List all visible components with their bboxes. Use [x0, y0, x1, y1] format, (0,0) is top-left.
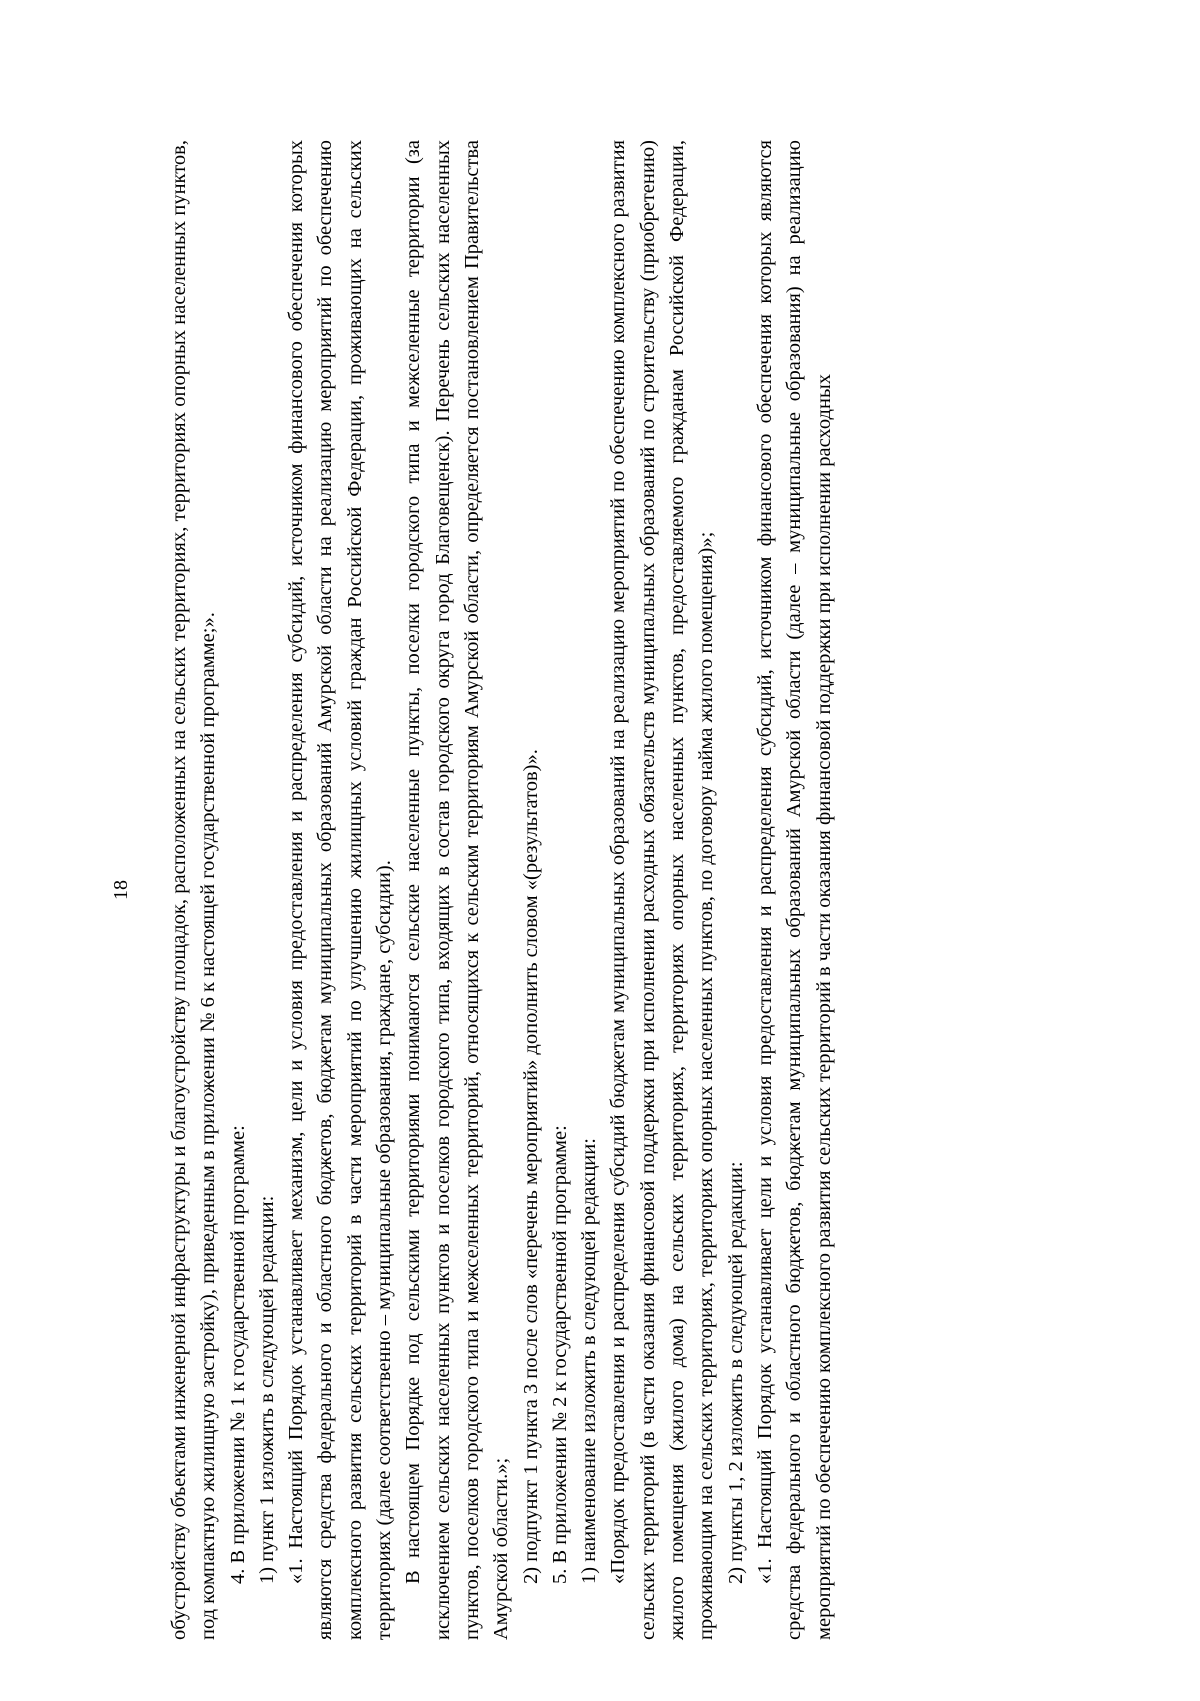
document-body	[110, 140, 1025, 1640]
paragraph-11: «1. Настоящий Порядок устанавливает цели и условия предоставления и распределения субсидий, источником финансового обеспечения которых являются средства федерального и областного бюджетов, бюджетам муниципальных образований Амурской области (далее – муниципальные образования) на реализацию мероприятий по обеспечению комплексного развития сельских территорий в части оказания финансовой поддержки при исполнении расходных	[753, 140, 835, 1640]
paragraph-2: 4. В приложении № 1 к государственной программе:	[226, 1125, 249, 1584]
paragraph-7: 5. В приложении № 2 к государственной программе:	[548, 1125, 571, 1584]
paragraph-5: В настоящем Порядке под сельскими территориями понимаются сельские населенные пункты, поселки городского типа и межселенные территории (за исключением сельских населенных пунктов и поселков городского типа, входящих в состав городского округа город Благовещенск). Перечень сельских населенных пунктов, поселков городского типа и межселенных территорий, относящихся к сельским территориям Амурской области, определяется постановлением Правительства Амурской области.»;	[402, 140, 513, 1640]
paragraph-9: «Порядок предоставления и распределения субсидий бюджетам муниципальных образований на реализацию мероприятий по обеспечению комплексного развития сельских территорий (в части оказания финансовой поддержки при исполнении расходных обязательств муниципальных образований по строительству (приобретению) жилого помещения (жилого дома) на сельских территориях, территориях опорных населенных пунктов, предоставляемого гражданам Российской Федерации, проживающим на сельских территориях, территориях опорных населенных пунктов, по договору найма жилого помещения)»;	[607, 140, 718, 1640]
paragraph-3: 1) пункт 1 изложить в следующей редакции:	[255, 1195, 278, 1584]
paragraph-6: 2) подпункт 1 пункта 3 после слов «перечень мероприятий» дополнить словом «(результатов)».	[519, 749, 542, 1584]
page-number: 18	[110, 880, 132, 900]
paragraph-4: «1. Настоящий Порядок устанавливает механизм, цели и условия предоставления и распределения субсидий, источником финансового обеспечения которых являются средства федерального и областного бюджетов, бюджетам муниципальных образований Амурской области на реализацию мероприятий по обеспечению комплексного развития сельских территорий в части мероприятий по улучшению жилищных условий граждан Российской Федерации, проживающих на сельских территориях (далее соответственно – муниципальные образования, граждане, субсидии).	[285, 140, 396, 1640]
paragraph-8: 1) наименование изложить в следующей редакции:	[578, 1138, 601, 1584]
paragraph-10: 2) пункты 1, 2 изложить в следующей редакции:	[724, 1161, 747, 1584]
paragraph-1: обустройству объектами инженерной инфраструктуры и благоустройству площадок, расположенных на сельских территориях, территориях опорных населенных пунктов, под компактную жилищную застройку), приведенным в приложении № 6 к настоящей государственной программе;».	[168, 140, 220, 1640]
